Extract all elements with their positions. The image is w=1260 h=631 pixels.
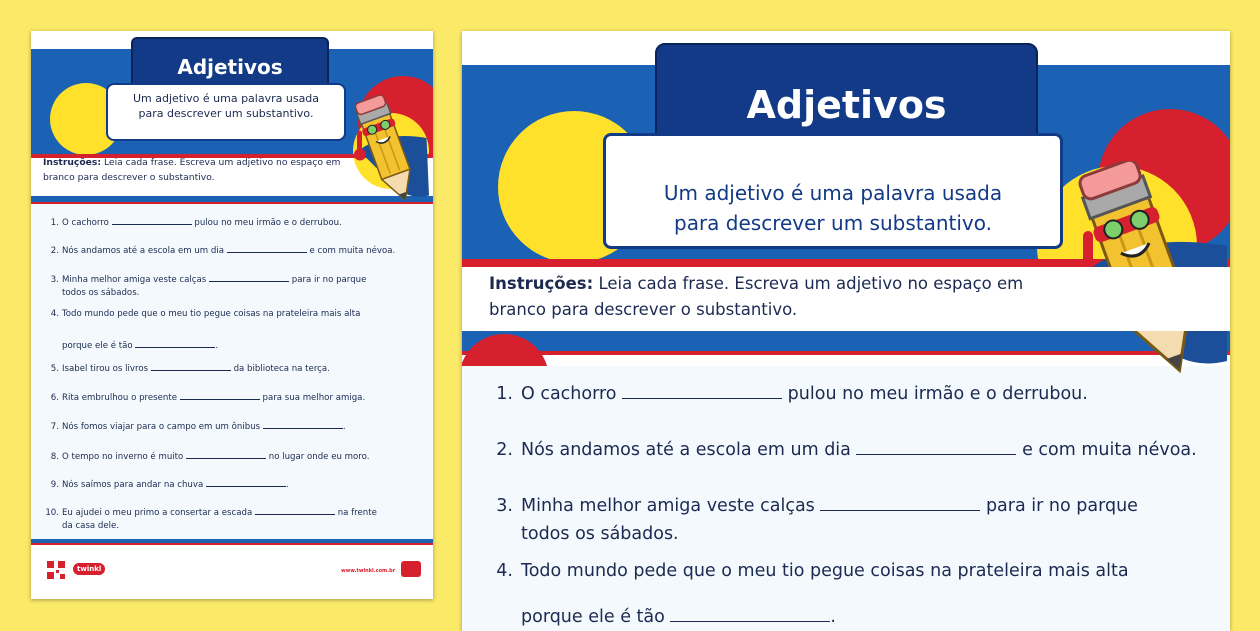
answer-blank[interactable]: [820, 510, 980, 511]
instructions-text-1: Leia cada frase. Escreva um adjetivo no espaço em: [598, 274, 1024, 293]
item-text: Minha melhor amiga veste calças: [62, 275, 207, 285]
qr-code-icon: [47, 561, 65, 579]
item-number: 1.: [496, 384, 513, 404]
item-number: 4.: [50, 309, 59, 319]
list-item: [487, 492, 1227, 548]
item-number: 2.: [496, 440, 513, 460]
answer-blank[interactable]: [135, 347, 215, 348]
item-text-cont: da casa dele.: [62, 521, 120, 531]
item-text: O cachorro: [62, 218, 109, 228]
item-number: 9.: [50, 480, 59, 490]
answer-blank[interactable]: [263, 428, 343, 429]
footer-divider-red: [31, 543, 433, 545]
brand-text: twinkl: [77, 565, 102, 573]
item-text: Isabel tirou os livros: [62, 364, 149, 374]
instructions: [489, 271, 1089, 323]
instructions-text-1: Leia cada frase. Escreva um adjetivo no espaço em: [103, 157, 341, 168]
item-number: 5.: [50, 364, 59, 374]
answer-blank[interactable]: [186, 458, 266, 459]
list-item: [41, 479, 426, 492]
list-item: [41, 451, 426, 464]
item-number: 8.: [50, 452, 59, 462]
list-item: [487, 557, 1227, 585]
instructions-text-2: branco para descrever o substantivo.: [43, 172, 215, 183]
answer-blank[interactable]: [856, 454, 1016, 455]
footer-url[interactable]: [341, 568, 395, 574]
answer-blank[interactable]: [622, 398, 782, 399]
list-item: [41, 274, 426, 300]
answer-blank[interactable]: [180, 399, 260, 400]
item-text: Todo mundo pede que o meu tio pegue coisas na prateleira mais alta: [521, 561, 1129, 581]
answer-blank[interactable]: [112, 224, 192, 225]
answer-blank[interactable]: [206, 486, 286, 487]
list-item: 4. Todo mundo pede que o meu tio pegue coisas na prateleira mais alta porque ele é tão .: [41, 308, 426, 348]
item-number: 1.: [50, 218, 59, 228]
item-text-end: da biblioteca na terça.: [233, 364, 330, 374]
brand-logo[interactable]: [73, 563, 105, 575]
item-text-end: .: [285, 480, 289, 490]
footer-badge-icon: [401, 561, 421, 577]
answer-blank[interactable]: [670, 621, 830, 622]
item-text-end: pulou no meu irmão e o derrubou.: [787, 384, 1088, 404]
item-number: 3.: [50, 275, 59, 285]
item-number: 4.: [496, 561, 513, 581]
item-text: O cachorro: [521, 384, 617, 404]
list-item: [41, 421, 426, 434]
item-text-end: para sua melhor amiga.: [262, 393, 366, 403]
list-item: [41, 245, 426, 258]
item-text: Todo mundo pede que o meu tio pegue coisas na prateleira mais alta: [62, 309, 361, 319]
item-text: Rita embrulhou o presente: [62, 393, 178, 403]
item-text-end: para ir no parque: [985, 496, 1138, 516]
list-item-continuation: porque ele é tão .: [521, 607, 836, 627]
item-text-cont: porque ele é tão: [62, 341, 133, 351]
worksheet-zoomed[interactable]: [462, 31, 1230, 631]
title-text: Adjetivos: [746, 83, 947, 127]
answer-blank[interactable]: [255, 514, 335, 515]
item-text: Nós saímos para andar na chuva: [62, 480, 204, 490]
item-text-end: no lugar onde eu moro.: [268, 452, 370, 462]
list-item: [41, 363, 426, 376]
definition-box: [106, 83, 346, 141]
item-number: 10.: [45, 508, 59, 518]
item-text-cont: porque ele é tão: [521, 607, 665, 627]
instructions: [43, 155, 353, 185]
item-text-end: para ir no parque: [291, 275, 367, 285]
item-text: Nós fomos viajar para o campo em um ônibus: [62, 422, 261, 432]
item-number: 7.: [50, 422, 59, 432]
answer-blank[interactable]: [209, 281, 289, 282]
worksheet-thumbnail[interactable]: [31, 31, 433, 599]
definition-line-1: Um adjetivo é uma palavra usada: [663, 181, 1003, 205]
item-text-end: e com muita névoa.: [309, 246, 396, 256]
pencil-mascot-image: [349, 95, 429, 221]
item-text: Nós andamos até a escola em um dia: [62, 246, 225, 256]
item-number: 6.: [50, 393, 59, 403]
item-text-cont: todos os sábados.: [62, 288, 140, 298]
item-text: Nós andamos até a escola em um dia: [521, 440, 851, 460]
footer-url-text: www.twinkl.com.br: [341, 568, 396, 574]
list-item: [487, 380, 1227, 408]
list-item: [41, 507, 426, 533]
title-text: Adjetivos: [177, 55, 283, 79]
list-item: [41, 392, 426, 405]
definition-box: [603, 133, 1063, 249]
list-item: [487, 436, 1227, 464]
instructions-label: Instruções:: [489, 274, 594, 293]
item-text: O tempo no inverno é muito: [62, 452, 184, 462]
item-text-cont: todos os sábados.: [521, 524, 679, 544]
answer-blank[interactable]: [151, 370, 231, 371]
instructions-label: Instruções:: [43, 157, 102, 168]
item-text: Minha melhor amiga veste calças: [521, 496, 815, 516]
definition-line-2: para descrever um substantivo.: [674, 211, 992, 235]
list-item: [41, 217, 426, 230]
instructions-text-2: branco para descrever o substantivo.: [489, 300, 798, 319]
item-text-end: pulou no meu irmão e o derrubou.: [194, 218, 342, 228]
item-text-end: na frente: [337, 508, 377, 518]
definition-line-1: Um adjetivo é uma palavra usada: [132, 92, 320, 105]
item-text-end: .: [342, 422, 346, 432]
item-text-end: e com muita névoa.: [1022, 440, 1197, 460]
definition-line-2: para descrever um substantivo.: [138, 107, 314, 120]
item-number: 3.: [496, 496, 513, 516]
answer-blank[interactable]: [227, 252, 307, 253]
item-number: 2.: [50, 246, 59, 256]
item-text: Eu ajudei o meu primo a consertar a escada: [62, 508, 253, 518]
